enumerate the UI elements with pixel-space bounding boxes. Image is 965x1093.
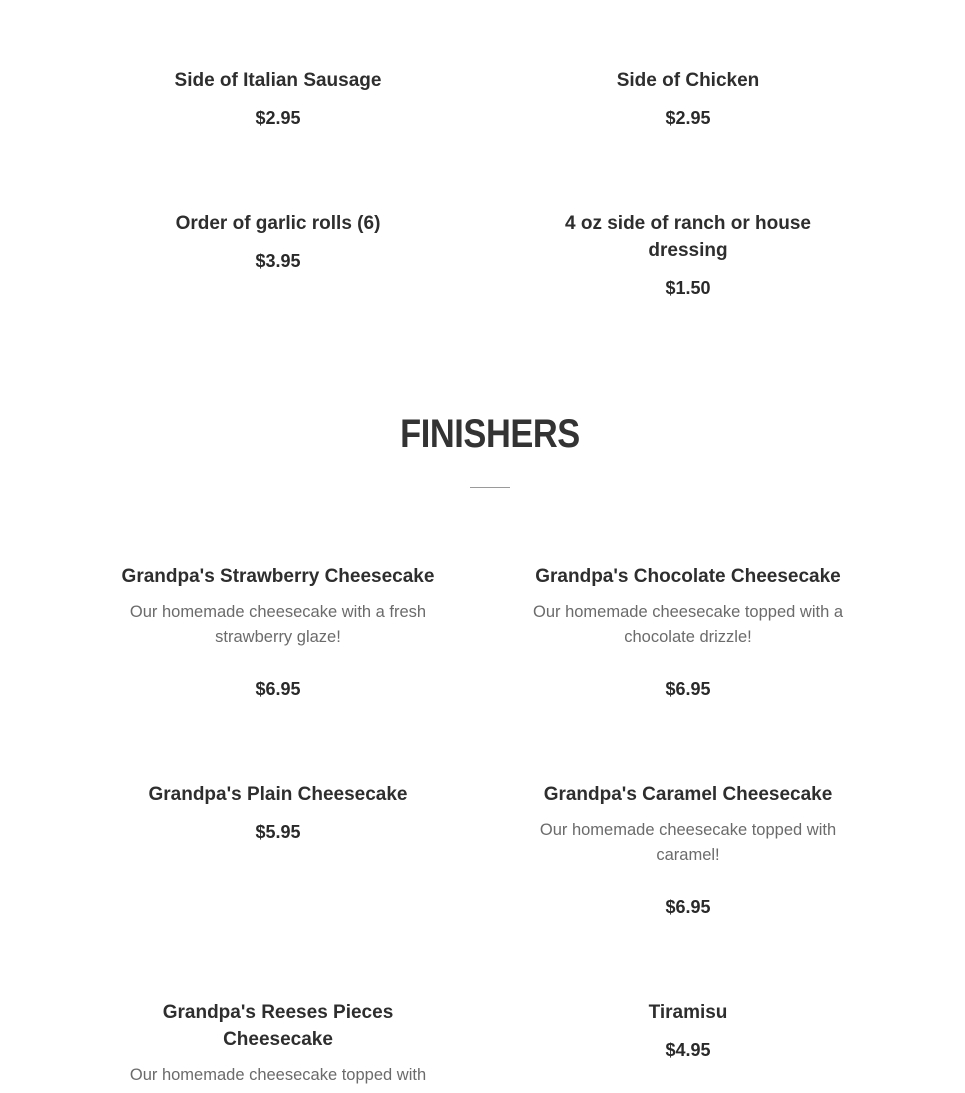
menu-item-name: Side of Chicken [616, 70, 760, 91]
menu-item-price: $3.95 [255, 251, 301, 271]
menu-item-name: 4 oz side of ranch or house dressing [565, 213, 811, 261]
menu-item-price: $6.95 [255, 679, 301, 699]
menu-item-name: Grandpa's Chocolate Cheesecake [535, 566, 841, 587]
menu-item-name: Grandpa's Caramel Cheesecake [543, 784, 833, 805]
menu-item [523, 67, 853, 130]
menu-item-price: $2.95 [255, 108, 301, 128]
menu-item-name: Grandpa's Strawberry Cheesecake [121, 566, 435, 587]
menu-item [543, 210, 833, 300]
menu-item-name: Order of garlic rolls (6) [175, 213, 381, 234]
menu-item [128, 999, 428, 1088]
menu-item [113, 563, 443, 701]
menu-item [113, 67, 443, 130]
menu-item [538, 781, 838, 919]
menu-item-name: Grandpa's Plain Cheesecake [148, 784, 408, 805]
menu-item-description: Our homemade cheesecake with a fresh strawberry glaze! [129, 603, 427, 646]
menu-item-description: Our homemade cheesecake topped with caramel! [539, 821, 837, 864]
menu-item-price: $4.95 [665, 1040, 711, 1060]
menu-item [113, 781, 443, 844]
menu-item-name: Tiramisu [648, 1002, 728, 1023]
menu-item-price: $5.95 [255, 822, 301, 842]
menu-item-description: Our homemade cheesecake topped with [129, 1066, 427, 1084]
section-divider [470, 487, 510, 488]
menu-item-description: Our homemade cheesecake topped with a chocolate drizzle! [532, 603, 844, 646]
menu-item-price: $1.50 [665, 278, 711, 298]
menu-item-price: $6.95 [665, 897, 711, 917]
menu-item-name: Side of Italian Sausage [174, 70, 382, 91]
menu-item [523, 563, 853, 701]
menu-item-name: Grandpa's Reeses Pieces Cheesecake [162, 1002, 394, 1050]
menu-item-price: $2.95 [665, 108, 711, 128]
menu-item-price: $6.95 [665, 679, 711, 699]
section-title: FINISHERS [400, 412, 580, 456]
menu-item [523, 999, 853, 1062]
menu-item [113, 210, 443, 273]
